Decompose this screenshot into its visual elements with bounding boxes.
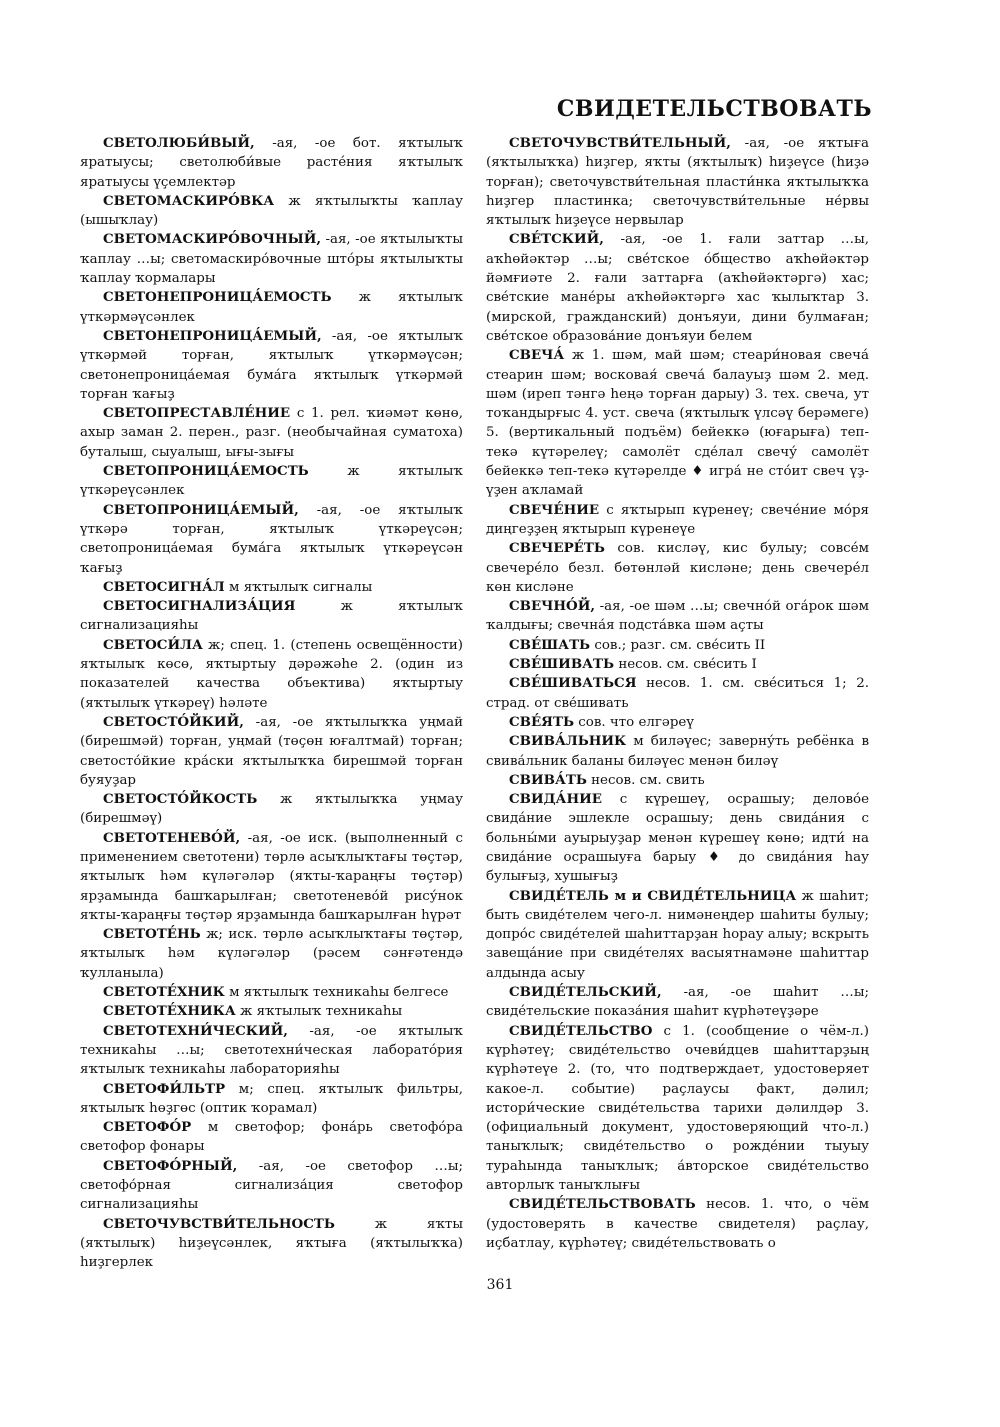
dictionary-entry: [486, 790, 869, 886]
dictionary-entry: [80, 288, 463, 327]
definition: м светофор; фона́рь светофо́ра светофор фонары: [80, 1120, 463, 1155]
definition: -ая, -ое бот. яҡтылыҡ яратыусы; светолюби́вые расте́ния яҡтылыҡ яратыусы үҫемлектәр: [80, 136, 463, 190]
definition: ж 1. шәм, май шәм; стеари́новая свеча́ стеарин шәм; восковая́ свеча́ балауыҙ шәм 2. мед. шәм (иреп тәнгә һеңә торған дарыу) 3. тех. свеча, ут тоҡандырғыс 4. уст. свеча (яҡтылыҡ үлсәү берәмеге) 5. (вертикальный подъём) бейеккә (юғарыға) теп-текә күтәрелеү; самолёт сде́лал свечу́ самолёт бейеккә теп-текә күтәрелде ♦ игра́ не сто́ит свеч үҙ-үҙен аҡламай: [486, 348, 869, 499]
headword: СВЕТОЛЮБИ́ВЫЙ,: [103, 135, 255, 151]
dictionary-entry: [486, 539, 869, 597]
definition: несов. 1. что, о чём (удостоверять в качестве свидетеля) раҫлау, иҫбатлау, күрһәтеү; свиде́тельствовать о: [486, 1197, 869, 1251]
headword: СВЕТОНЕПРОНИЦА́ЕМЫЙ,: [103, 327, 322, 344]
definition: -ая, -ое яҡтылыҡҡа уңмай (бирешмәй) торған, уңмай (төҫөн юғалтмай) торған; светосто́йкие кра́ски яҡтылыҡҡа бирешмәй торған буяуҙар: [80, 714, 463, 788]
headword: СВИДЕ́ТЕЛЬСТВО: [509, 1022, 653, 1039]
headword: СВЕТОПРЕСТАВЛЕ́НИЕ: [103, 405, 291, 422]
dictionary-entry: [486, 230, 869, 346]
dictionary-entry: [80, 1022, 463, 1080]
definition: -ая, -ое яҡтыға (яҡтылыҡҡа) һиҙгер, яҡты (яҡтылыҡ) һиҙеүсе (һиҙә торған); светочувстви́тельная пласти́нка яҡтылыҡҡа һиҙгер пластинка; светочувстви́тельные не́рвы яҡтылыҡ һиҙеүсе нервылар: [486, 136, 869, 229]
dictionary-entry: [80, 983, 463, 1002]
dictionary-entry: [486, 1195, 869, 1253]
definition: сов. кисләү, кис булыу; совсе́м свечере́ло безл. бөтөнләй кисләне; день свечере́л көн кисләне: [486, 541, 869, 595]
right-column: [486, 134, 869, 1253]
headword: СВЕ́ЯТЬ: [509, 713, 575, 730]
headword: СВЕТОСТО́ЙКИЙ,: [103, 713, 244, 730]
definition: несов. 1. см. све́ситься 1; 2. страд. от све́шивать: [486, 676, 869, 711]
headword: СВИДА́НИЕ: [509, 791, 602, 808]
dictionary-entry: [80, 134, 463, 192]
definition: -ая, -ое шаһит …ы; свиде́тельские показа́ния шаһит күрһәтеүҙәре: [486, 985, 869, 1020]
headword: СВЕТОТЕНЕВО́Й,: [103, 829, 241, 846]
definition: ж яҡтылыҡҡа уңмау (бирешмәү): [80, 792, 463, 827]
definition: ж яҡтылыҡты ҡаплау (ышыҡлау): [80, 193, 463, 229]
headword: СВИВА́ТЬ: [509, 771, 587, 788]
headword: СВЕ́ШАТЬ: [509, 636, 591, 653]
definition: ж яҡтылыҡ техникаһы: [235, 1004, 403, 1020]
dictionary-entry: [80, 1215, 463, 1273]
definition: ж яҡтылыҡ сигнализацияһы: [80, 599, 463, 634]
dictionary-entry: [80, 327, 463, 404]
dictionary-entry: [486, 771, 869, 790]
dictionary-entry: [80, 925, 463, 983]
dictionary-entry: [80, 790, 463, 829]
headword: СВЕТОНЕПРОНИЦА́ЕМОСТЬ: [103, 289, 332, 306]
definition: сов.; разг. см. све́сить II: [590, 637, 766, 653]
headword: СВЕ́ТСКИЙ,: [509, 231, 604, 248]
page-number: 361: [486, 1277, 514, 1293]
headword: СВЕТОСИ́ЛА: [103, 636, 203, 653]
headword: СВЕЧНО́Й,: [509, 598, 596, 615]
headword: СВИДЕ́ТЕЛЬСТВОВАТЬ: [509, 1196, 696, 1213]
headword: СВЕТОТЕХНИ́ЧЕСКИЙ,: [103, 1022, 288, 1039]
dictionary-entry: [486, 674, 869, 713]
definition: -ая, -ое яҡтылыҡ техникаһы …ы; светотехни́ческая лаборато́рия яҡтылыҡ техникаһы лабораторияһы: [80, 1023, 463, 1078]
definition: с яҡтырып күренеү; свече́ние мо́ря диңгеҙҙең яҡтырып күренеүе: [486, 502, 869, 537]
definition: -ая, -ое 1. ғали заттар …ы, аҡһөйәктәр …ы; све́тское о́бщество аҡһөйәктәр йәмғиәте 2. ғали заттарға (аҡһөйәктәргә) хас; све́тские мане́ры аҡһөйәктәргә хас ҡылыҡтар 3. (мирской, гражданский) донъяуи, дини булмаған; све́тское образова́ние донъяуи белем: [486, 232, 869, 344]
headword: СВИДЕ́ТЕЛЬСКИЙ,: [509, 984, 662, 1001]
headword: СВЕТОФО́РНЫЙ,: [103, 1157, 238, 1174]
dictionary-entry: [486, 887, 869, 983]
definition: ж; спец. 1. (степень освещённости) яҡтылыҡ көсө, яҡтыртыу дәрәжәһе 2. (один из показателей качества объектива) яҡтыртыу (яҡтылыҡ үткәреү) һәләте: [80, 637, 463, 711]
headword: СВЕЧЕРЕ́ТЬ: [509, 540, 605, 557]
dictionary-entry: [486, 501, 869, 540]
headword: СВЕТОТЕ́ХНИКА: [103, 1003, 236, 1020]
headword: СВЕТОМАСКИРО́ВОЧНЫЙ,: [103, 231, 322, 248]
headword: СВЕТОСИГНАЛИЗА́ЦИЯ: [103, 598, 296, 615]
definition: несов. см. све́сить I: [614, 657, 757, 673]
headword: СВЕТОПРОНИЦА́ЕМОСТЬ: [103, 463, 309, 480]
definition: с күрешеү, осрашыу; делово́е свида́ние эшлекле осрашыу; день свида́ния с больны́ми ауырыуҙар менән күрешеү көнө; идти́ на свида́ние осрашыуға барыу ♦ до свида́ния һау булығыҙ, хушығыҙ: [486, 792, 869, 885]
definition: ж яҡтылыҡ үткәреүсәнлек: [80, 464, 463, 499]
dictionary-entry: [80, 636, 463, 713]
headword: СВЕ́ШИВАТЬ: [509, 656, 615, 673]
dictionary-entry: [486, 983, 869, 1022]
definition: м яҡтылыҡ сигналы: [224, 579, 373, 595]
dictionary-entry: [80, 1002, 463, 1021]
headword: СВЕЧА́: [509, 347, 565, 364]
headword: СВИВА́ЛЬНИК: [509, 733, 627, 750]
dictionary-entry: [486, 597, 869, 636]
dictionary-entry: [80, 1157, 463, 1215]
headword: СВЕТОМАСКИРО́ВКА: [103, 192, 275, 209]
headword: СВЕТОЧУВСТВИ́ТЕЛЬНОСТЬ: [103, 1215, 335, 1232]
headword: СВЕТОСИГНА́Л: [103, 578, 225, 595]
definition: ж шаһит; быть свиде́телем чего-л. нимәнеңдер шаһиты булыу; допро́с свиде́телей шаһиттарҙан һорау алыу; вскрыть завеща́ние при свиде́телях васыятнамәне шаһиттар алдында асыу: [486, 888, 869, 981]
dictionary-entry: [486, 655, 869, 674]
headword: СВЕТОЧУВСТВИ́ТЕЛЬНЫЙ,: [509, 135, 731, 151]
dictionary-entry: [80, 462, 463, 501]
definition: сов. что елгәреү: [574, 714, 694, 730]
dictionary-entry: [486, 732, 869, 771]
dictionary-entry: [80, 404, 463, 462]
dictionary-entry: [80, 192, 463, 231]
definition: -ая, -ое яҡтылыҡ үткәрә торған, яҡтылыҡ үткәреүсән; светопроница́емая бума́га яҡтылыҡ үткәреүсән ҡағыҙ: [80, 502, 463, 576]
dictionary-entry: [80, 501, 463, 578]
dictionary-entry: [80, 230, 463, 288]
headword: СВЕТОФО́Р: [103, 1119, 192, 1136]
dictionary-entry: [486, 346, 869, 500]
definition: с 1. рел. ҡиәмәт көнө, ахыр заман 2. перен., разг. (необычайная суматоха) буталыш, сыуалыш, ығы-зығы: [80, 406, 463, 460]
dictionary-entry: [80, 713, 463, 790]
definition: ж яҡтылыҡ үткәрмәүсәнлек: [80, 290, 463, 325]
definition: с 1. (сообщение о чём-л.) күрһәтеү; свиде́тельство очеви́дцев шаһиттарҙың күрһәтеүе 2. (то, что подтверждает, удостоверяет какое-л. событие) раҫлаусы факт, дәлил; истори́ческие свиде́тельства тарихи дәлилдәр 3. (официальный документ, удостоверяющий что-л.) таныҡлыҡ; свиде́тельство о рожде́нии тыуыу тураһында таныҡлыҡ; а́вторское свиде́тельство авторлыҡ таныҡлығы: [486, 1023, 869, 1194]
definition: -ая, -ое светофор …ы; светофо́рная сигнализа́ция светофор сигнализацияһы: [80, 1158, 463, 1213]
dictionary-entry: [80, 597, 463, 636]
dictionary-entry: [486, 713, 869, 732]
headword: СВЕТОТЕ́НЬ: [103, 926, 201, 943]
headword: СВЕЧЕ́НИЕ: [509, 501, 600, 518]
dictionary-entry: [80, 1118, 463, 1157]
definition: -ая, -ое яҡтылыҡ үткәрмәй торған, яҡтылыҡ үткәрмәүсән; светонепроница́емая бума́га яҡтылыҡ үткәрмәй торған ҡағыҙ: [80, 328, 463, 402]
definition: несов. см. свить: [586, 772, 705, 788]
definition: -ая, -ое шәм …ы; свечно́й ога́рок шәм ҡалдығы; свечна́я подста́вка шәм аҫты: [486, 599, 869, 634]
definition: м биләүес; заверну́ть ребёнка в свива́льник баланы биләүес менән биләү: [486, 734, 869, 769]
dictionary-entry: [80, 1080, 463, 1119]
headword: СВЕТОФИ́ЛЬТР: [103, 1080, 226, 1097]
headword: СВЕ́ШИВАТЬСЯ: [509, 675, 637, 692]
left-column: [80, 134, 463, 1273]
headword: СВЕТОСТО́ЙКОСТЬ: [103, 791, 258, 808]
dictionary-entry: [80, 829, 463, 925]
definition: -ая, -ое яҡтылыҡты ҡаплау …ы; светомаскиро́вочные што́ры яҡтылыҡты ҡаплау ҡормалары: [80, 232, 463, 287]
dictionary-entry: [486, 636, 869, 655]
definition: ж яҡты (яҡтылыҡ) һиҙеүсәнлек, яҡтыға (яҡтылыҡҡа) һиҙгерлек: [80, 1216, 463, 1271]
running-head: СВИДЕТЕЛЬСТВОВАТЬ: [556, 96, 872, 122]
headword: СВЕТОТЕ́ХНИК: [103, 984, 225, 1001]
definition: ж; иск. төрлө асыҡлыҡтағы төҫтәр, яҡтылыҡ һәм күләгәләр (рәсем сәнғәтендә ҡулланыла): [80, 927, 463, 981]
headword: СВЕТОПРОНИЦА́ЕМЫЙ,: [103, 501, 299, 518]
dictionary-entry: [486, 134, 869, 230]
headword: СВИДЕ́ТЕЛЬ м и СВИДЕ́ТЕЛЬНИЦА: [509, 887, 797, 904]
definition: м; спец. яҡтылыҡ фильтры, яҡтылыҡ һөҙгөс (оптик ҡорамал): [80, 1081, 463, 1116]
definition: -ая, -ое иск. (выполненный с применением светотени) төрлө асыҡлыҡтағы төҫтәр, яҡтылыҡ һәм күләгәләр (яҡты-ҡараңғы төҫтәр) ярҙамында башҡарылған; светотенево́й рису́нок яҡты-ҡараңғы төҫтәр ярҙамында башҡарылған һүрәт: [80, 830, 463, 923]
dictionary-entry: [486, 1022, 869, 1196]
definition: м яҡтылыҡ техникаһы белгесе: [224, 985, 449, 1001]
dictionary-entry: [80, 578, 463, 597]
